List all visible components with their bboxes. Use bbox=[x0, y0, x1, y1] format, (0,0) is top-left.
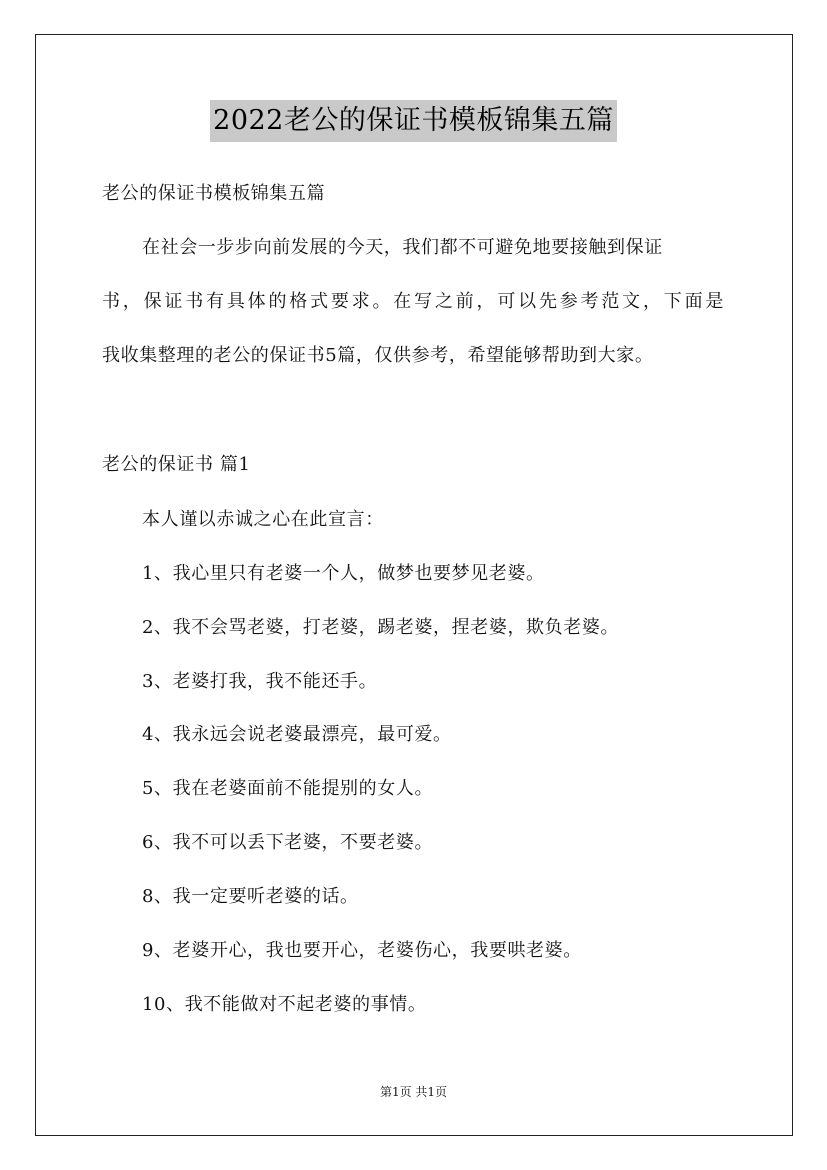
title-container bbox=[0, 100, 827, 142]
pledge-item: 6、我不可以丢下老婆，不要老婆。 bbox=[142, 832, 434, 853]
pledge-item: 1、我心里只有老婆一个人，做梦也要梦见老婆。 bbox=[142, 563, 545, 584]
pledge-item: 4、我永远会说老婆最漂亮，最可爱。 bbox=[142, 724, 452, 745]
pledge-item: 9、老婆开心，我也要开心，老婆伤心，我要哄老婆。 bbox=[142, 940, 582, 961]
document-heading: 老公的保证书模板锦集五篇 bbox=[102, 183, 326, 204]
pledge-item: 3、老婆打我，我不能还手。 bbox=[142, 671, 378, 692]
intro-line-3: 我收集整理的老公的保证书5篇，仅供参考，希望能够帮助到大家。 bbox=[102, 345, 654, 366]
intro-line-2: 书，保证书有具体的格式要求。在写之前，可以先参考范文，下面是 bbox=[102, 291, 724, 312]
pledge-item: 8、我一定要听老婆的话。 bbox=[142, 886, 359, 907]
pledge-item: 2、我不会骂老婆，打老婆，踢老婆，捏老婆，欺负老婆。 bbox=[142, 617, 620, 638]
pledge-item: 5、我在老婆面前不能提别的女人。 bbox=[142, 778, 434, 799]
intro-line-1: 在社会一步步向前发展的今天，我们都不可避免地要接触到保证 bbox=[142, 237, 663, 258]
page-footer: 第1页 共1页 bbox=[379, 1085, 448, 1099]
document-title: 2022老公的保证书模板锦集五篇 bbox=[210, 100, 617, 142]
pledge-item: 10、我不能做对不起老婆的事情。 bbox=[142, 994, 427, 1015]
section-heading: 老公的保证书 篇1 bbox=[102, 454, 251, 475]
declaration-text: 本人谨以赤诚之心在此宣言： bbox=[142, 509, 384, 530]
